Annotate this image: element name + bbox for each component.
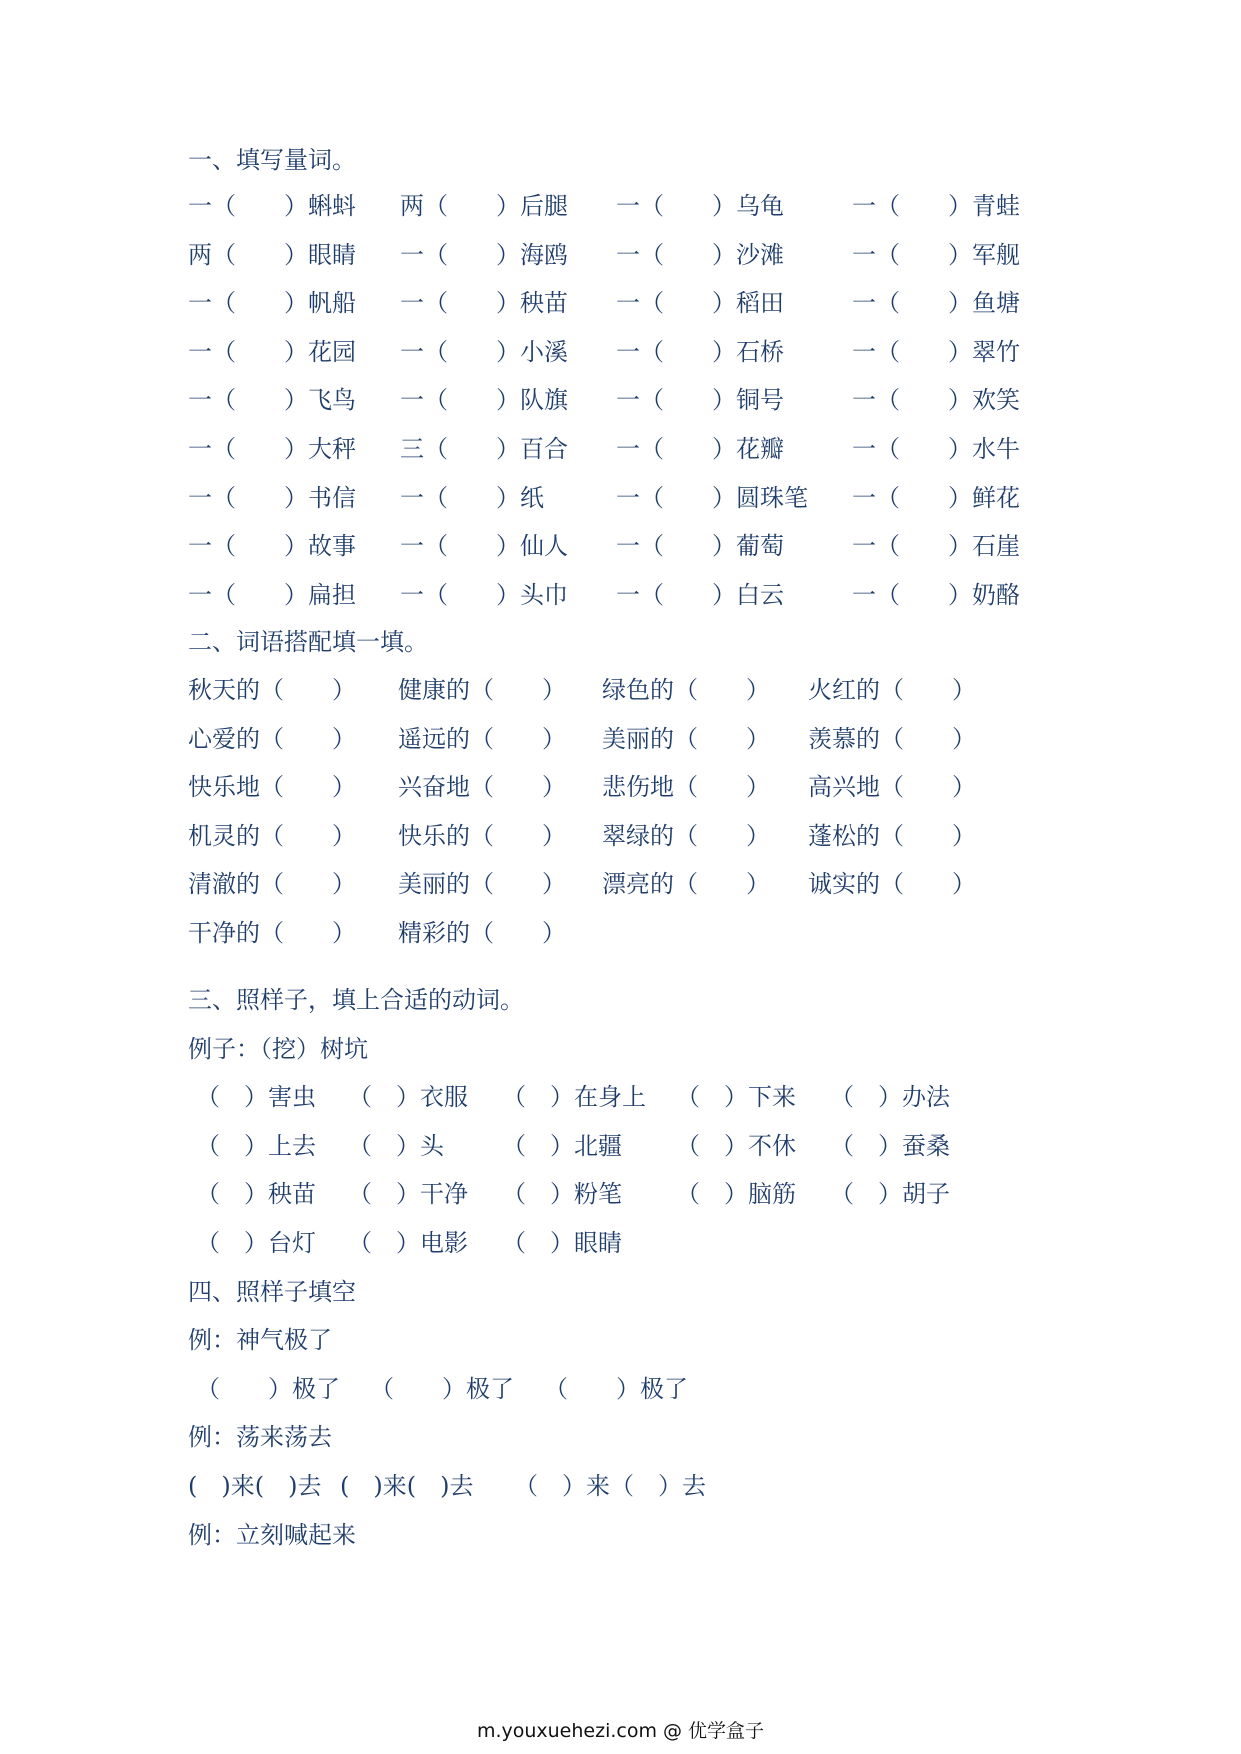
word-match-item: 快乐的（ ） [398,821,566,850]
measure-word-item: 一（ ）军舰 [852,240,1020,269]
verb-fill-item: （ ）衣服 [348,1083,468,1111]
measure-word-item: 两（ ）后腿 [400,192,568,220]
verb-fill-item: （ ）粉笔 [502,1180,622,1209]
measure-word-item: 一（ ）书信 [188,483,356,512]
measure-word-item: 一（ ）铜号 [616,386,784,415]
word-match-item: 火红的（ ） [808,676,976,704]
measure-word-item: 两（ ）眼睛 [188,240,356,269]
word-match-item: 清澈的（ ） [188,870,356,899]
measure-word-item: 一（ ）沙滩 [616,240,784,269]
measure-word-item: 一（ ）小溪 [400,337,568,366]
section-4-heading: 四、照样子填空 [188,1278,356,1306]
verb-fill-item: （ ）在身上 [502,1083,646,1111]
word-match-item: 机灵的（ ） [188,821,356,850]
word-match-item: 精彩的（ ） [398,919,566,947]
measure-word-item: 一（ ）鱼塘 [852,289,1020,318]
verb-fill-item: （ ）电影 [348,1228,468,1257]
word-match-item: 高兴地（ ） [808,773,976,802]
verb-fill-item: （ ）台灯 [196,1228,316,1257]
verb-fill-item: （ ）干净 [348,1180,468,1209]
measure-word-item: 一（ ）稻田 [616,289,784,318]
word-match-item: 健康的（ ） [398,676,566,704]
pattern-fill-item: （ ）极了 [544,1375,688,1403]
word-match-item: 快乐地（ ） [188,773,356,802]
word-match-item: 心爱的（ ） [188,724,356,753]
verb-fill-item: （ ）不休 [676,1131,796,1160]
verb-fill-item: （ ）秧苗 [196,1180,316,1209]
verb-fill-item: （ ）害虫 [196,1083,316,1111]
measure-word-item: 一（ ）欢笑 [852,386,1020,415]
measure-word-item: 一（ ）头巾 [400,580,568,609]
pattern-fill-item: （ ）极了 [370,1375,514,1403]
word-match-item: 漂亮的（ ） [602,870,770,899]
section-4-example-3: 例：立刻喊起来 [188,1521,356,1549]
measure-word-item: 一（ ）仙人 [400,532,568,561]
measure-word-item: 一（ ）海鸥 [400,240,568,269]
verb-fill-item: （ ）蚕桑 [830,1131,950,1160]
measure-word-item: 一（ ）故事 [188,532,356,561]
section-3-example: 例子：（挖）树坑 [188,1035,368,1063]
word-match-item: 羡慕的（ ） [808,724,976,753]
measure-word-item: 一（ ）葡萄 [616,532,784,561]
measure-word-item: 一（ ）花瓣 [616,435,784,463]
word-match-item: 诚实的（ ） [808,870,976,899]
pattern-fill-item: ( )来( )去 [340,1472,474,1500]
word-match-item: 蓬松的（ ） [808,821,976,850]
word-match-item: 干净的（ ） [188,919,356,947]
section-4-example-2: 例：荡来荡去 [188,1423,332,1451]
verb-fill-item: （ ）胡子 [830,1180,950,1209]
measure-word-item: 一（ ）青蛙 [852,192,1020,220]
section-3-heading: 三、照样子，填上合适的动词。 [188,986,524,1014]
word-match-item: 绿色的（ ） [602,676,770,704]
measure-word-item: 一（ ）秧苗 [400,289,568,318]
measure-word-item: 一（ ）石桥 [616,337,784,366]
measure-word-item: 一（ ）蝌蚪 [188,192,356,220]
verb-fill-item: （ ）上去 [196,1131,316,1160]
word-match-item: 美丽的（ ） [602,724,770,753]
measure-word-item: 三（ ）百合 [400,435,568,463]
footer-watermark: m.youxuehezi.com @ 优学盒子 [476,1720,765,1742]
measure-word-item: 一（ ）石崖 [852,532,1020,561]
pattern-fill-item: ( )来( )去 [188,1472,322,1500]
measure-word-item: 一（ ）圆珠笔 [616,483,808,512]
pattern-fill-item: （ ）极了 [196,1375,340,1403]
verb-fill-item: （ ）眼睛 [502,1228,622,1257]
measure-word-item: 一（ ）奶酪 [852,580,1020,609]
measure-word-item: 一（ ）水牛 [852,435,1020,463]
word-match-item: 悲伤地（ ） [602,773,770,802]
measure-word-item: 一（ ）帆船 [188,289,356,318]
measure-word-item: 一（ ）花园 [188,337,356,366]
measure-word-item: 一（ ）翠竹 [852,337,1020,366]
verb-fill-item: （ ）下来 [676,1083,796,1111]
measure-word-item: 一（ ）乌龟 [616,192,784,220]
measure-word-item: 一（ ）队旗 [400,386,568,415]
section-4-example-1: 例：神气极了 [188,1326,332,1354]
measure-word-item: 一（ ）大秤 [188,435,356,463]
verb-fill-item: （ ）办法 [830,1083,950,1111]
section-2-heading: 二、词语搭配填一填。 [188,628,428,656]
word-match-item: 翠绿的（ ） [602,821,770,850]
verb-fill-item: （ ）脑筋 [676,1180,796,1209]
measure-word-item: 一（ ）飞鸟 [188,386,356,415]
verb-fill-item: （ ）北疆 [502,1131,622,1160]
section-1-heading: 一、填写量词。 [188,146,356,174]
word-match-item: 遥远的（ ） [398,724,566,753]
verb-fill-item: （ ）头 [348,1131,444,1160]
word-match-item: 美丽的（ ） [398,870,566,899]
measure-word-item: 一（ ）白云 [616,580,784,609]
measure-word-item: 一（ ）扁担 [188,580,356,609]
word-match-item: 兴奋地（ ） [398,773,566,802]
pattern-fill-item: （ ）来（ ）去 [514,1472,706,1500]
measure-word-item: 一（ ）纸 [400,483,544,512]
word-match-item: 秋天的（ ） [188,676,356,704]
measure-word-item: 一（ ）鲜花 [852,483,1020,512]
